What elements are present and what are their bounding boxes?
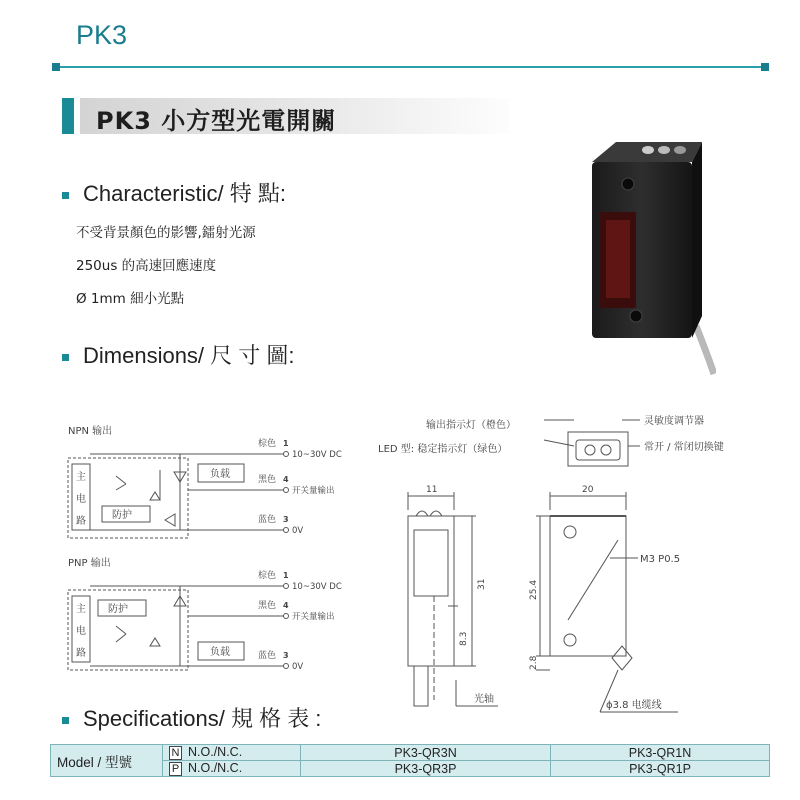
feature-item: 250us 的高速回應速度	[76, 258, 217, 274]
npn-switch-output-label: 开关量输出	[292, 486, 335, 496]
product-photo	[586, 136, 716, 376]
model-cell: PK3-QR1N	[551, 745, 770, 761]
header-divider-end-right	[761, 63, 769, 71]
type-cell	[163, 761, 301, 777]
pnp-brown-label: 棕色	[258, 571, 277, 581]
specifications-heading-text: Specifications/ 規 格 表 :	[83, 706, 322, 731]
npn-black-label: 黑色	[258, 475, 277, 485]
table-row	[51, 745, 770, 761]
output-led-label: 输出指示灯（橙色）	[426, 420, 516, 431]
dim-height-8-3: 8.3	[459, 631, 469, 646]
pnp-pin-3: 3	[283, 651, 289, 660]
pnp-voltage-label: 10~30V DC	[292, 582, 342, 592]
pnp-main-circuit-2: 电	[76, 626, 86, 637]
dimensions-heading	[62, 339, 295, 370]
npn-0v-label: 0V	[292, 526, 304, 536]
dim-width-20: 20	[582, 485, 594, 495]
dim-height-31: 31	[477, 578, 487, 590]
bullet-icon	[62, 192, 69, 199]
pnp-switch-output-label: 开关量输出	[292, 612, 335, 622]
bullet-icon	[62, 354, 69, 361]
no-nc-switch-label: 常开 / 常闭切换键	[644, 442, 724, 453]
specifications-heading	[62, 702, 321, 733]
npn-main-circuit-1: 主	[76, 472, 86, 483]
type-text: N.O./N.C.	[188, 761, 243, 775]
page-title: PK3 小方型光電開關	[96, 107, 337, 135]
characteristic-heading	[62, 177, 286, 208]
thread-label: M3 P0.5	[640, 554, 681, 565]
header-divider	[54, 66, 768, 68]
model-label-cell: Model / 型號	[51, 745, 163, 777]
model-cell: PK3-QR3P	[301, 761, 551, 777]
stable-led-label: LED 型: 稳定指示灯（绿色）	[378, 444, 508, 455]
page-header-code: PK3	[76, 20, 128, 50]
npn-main-circuit-2: 电	[76, 494, 86, 505]
dim-height-25-4: 25.4	[529, 579, 539, 600]
model-cell: PK3-QR3N	[301, 745, 551, 761]
pnp-pin-1: 1	[283, 571, 289, 580]
pnp-main-circuit-3: 路	[76, 648, 86, 659]
npn-pin-3: 3	[283, 515, 289, 524]
npn-voltage-label: 10~30V DC	[292, 450, 342, 460]
type-text: N.O./N.C.	[188, 745, 243, 759]
npn-pin-1: 1	[283, 439, 289, 448]
spec-table	[50, 744, 770, 777]
bullet-icon	[62, 717, 69, 724]
npn-protect-label: 防护	[112, 510, 132, 521]
pnp-0v-label: 0V	[292, 662, 304, 672]
cable-label: ϕ3.8 电缆线	[606, 700, 662, 711]
npn-title: NPN 输出	[68, 426, 113, 437]
feature-item: Ø 1mm 細小光點	[76, 291, 185, 307]
npn-brown-label: 棕色	[258, 439, 277, 449]
wiring-diagram	[60, 420, 360, 690]
title-accent-bar	[62, 98, 74, 134]
npn-pin-4: 4	[283, 475, 289, 484]
npn-box: N	[169, 746, 182, 760]
dimension-drawing	[378, 400, 778, 720]
dim-height-2-8: 2.8	[529, 655, 539, 670]
pnp-pin-4: 4	[283, 601, 289, 610]
pnp-black-label: 黑色	[258, 601, 277, 611]
feature-item: 不受背景顏色的影響,鐳射光源	[76, 225, 256, 241]
pnp-main-circuit-1: 主	[76, 604, 86, 615]
pnp-title: PNP 输出	[68, 558, 111, 569]
sensitivity-adjuster-label: 灵敏度调节器	[644, 416, 704, 427]
npn-blue-label: 蓝色	[258, 515, 277, 525]
pnp-box: P	[169, 762, 182, 776]
pnp-protect-label: 防护	[108, 604, 128, 615]
type-cell	[163, 745, 301, 761]
dim-width-11: 11	[426, 485, 438, 495]
characteristic-heading-text: Characteristic/ 特 點:	[83, 181, 286, 206]
model-cell: PK3-QR1P	[551, 761, 770, 777]
npn-load-label: 负载	[210, 469, 230, 480]
pnp-load-label: 负载	[210, 647, 230, 658]
dimensions-heading-text: Dimensions/ 尺 寸 圖:	[83, 343, 295, 368]
npn-main-circuit-3: 路	[76, 516, 86, 527]
optical-axis-label: 光轴	[474, 694, 494, 705]
pnp-blue-label: 蓝色	[258, 651, 277, 661]
header-divider-end-left	[52, 63, 60, 71]
